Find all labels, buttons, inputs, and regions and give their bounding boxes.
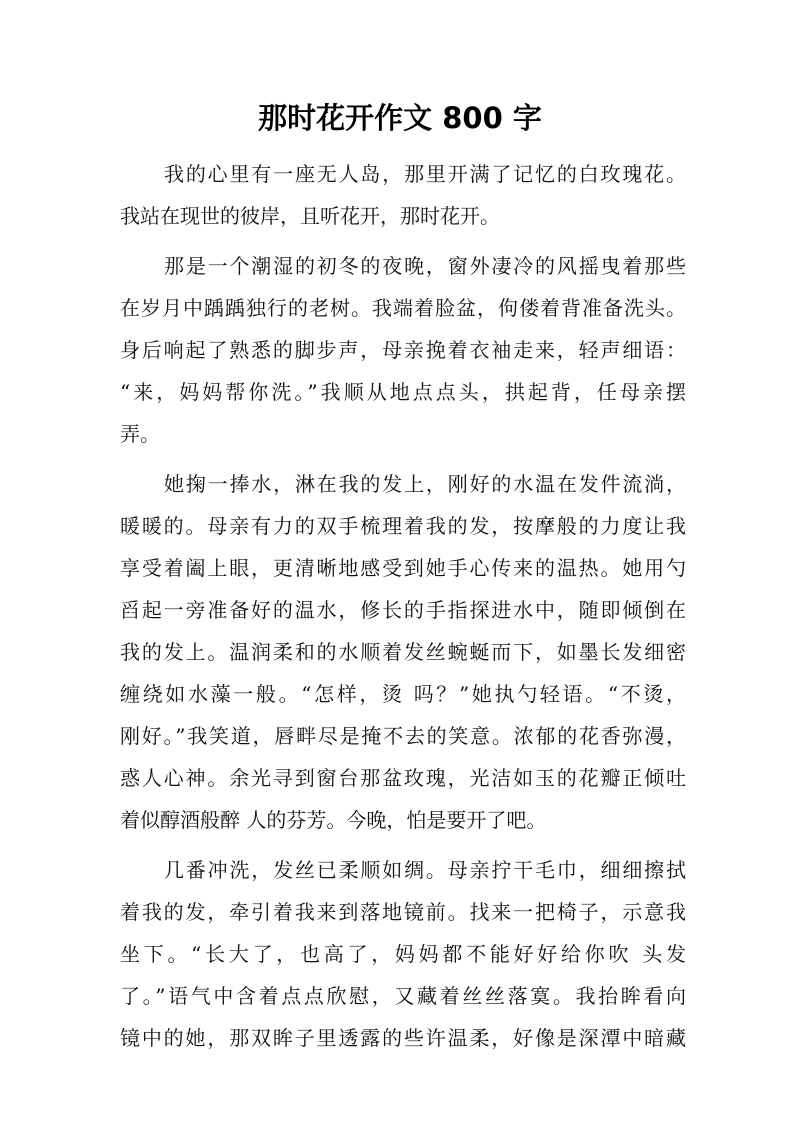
text-line: 我的发上。温润柔和的水顺着发丝蜿蜒而下，如墨长发细密	[120, 640, 686, 664]
text-line: 弄。	[120, 422, 160, 446]
paragraph-2	[120, 245, 686, 455]
text-line: 坐下。“长大了，也高了，妈妈都不能好好给你吹 头发	[120, 942, 686, 966]
paragraph-4	[120, 849, 686, 1059]
text-line: 暖暖的。母亲有力的双手梳理着我的发，按摩般的力度让我	[120, 514, 686, 538]
text-line: 那是一个潮湿的初冬的夜晚，窗外凄冷的风摇曳着那些	[164, 254, 686, 278]
text-line: 惑人心神。余光寻到窗台那盆玫瑰，光洁如玉的花瓣正倾吐	[120, 766, 686, 790]
text-line: “来，妈妈帮你洗。”我顺从地点点头，拱起背，任母亲摆	[120, 380, 686, 404]
text-line: 了。”语气中含着点点欣慰，又藏着丝丝落寞。我抬眸看向	[120, 984, 686, 1008]
text-line: 舀起一旁准备好的温水，修长的手指探进水中，随即倾倒在	[120, 598, 686, 622]
paragraph-1	[120, 153, 686, 237]
text-line: 我站在现世的彼岸，且听花开，那时花开。	[120, 204, 500, 228]
text-line: 缠绕如水藻一般。“怎样，烫 吗？”她执勺轻语。“不烫，	[120, 682, 686, 706]
document-body	[120, 153, 686, 1067]
text-line: 刚好。”我笑道，唇畔尽是掩不去的笑意。浓郁的花香弥漫，	[120, 724, 686, 748]
paragraph-3	[120, 463, 686, 841]
text-line: 在岁月中踽踽独行的老树。我端着脸盆，佝偻着背准备洗头。	[120, 296, 686, 320]
document-title: 那时花开作文 800 字	[258, 101, 542, 135]
text-line: 她掬一捧水，淋在我的发上，刚好的水温在发件流淌，	[164, 472, 686, 496]
text-line: 几番冲洗，发丝已柔顺如绸。母亲拧干毛巾，细细擦拭	[164, 858, 686, 882]
text-line: 着似醇酒般醉 人的芬芳。今晚，怕是要开了吧。	[120, 808, 547, 832]
text-line: 享受着阖上眼，更清晰地感受到她手心传来的温热。她用勺	[120, 556, 686, 580]
text-line: 着我的发，牵引着我来到落地镜前。找来一把椅子，示意我	[120, 900, 686, 924]
text-line: 镜中的她，那双眸子里透露的些许温柔，好像是深潭中暗藏	[120, 1026, 686, 1050]
text-line: 身后响起了熟悉的脚步声，母亲挽着衣袖走来，轻声细语：	[120, 338, 686, 362]
text-line: 我的心里有一座无人岛，那里开满了记忆的白玫瑰花。	[164, 162, 686, 186]
